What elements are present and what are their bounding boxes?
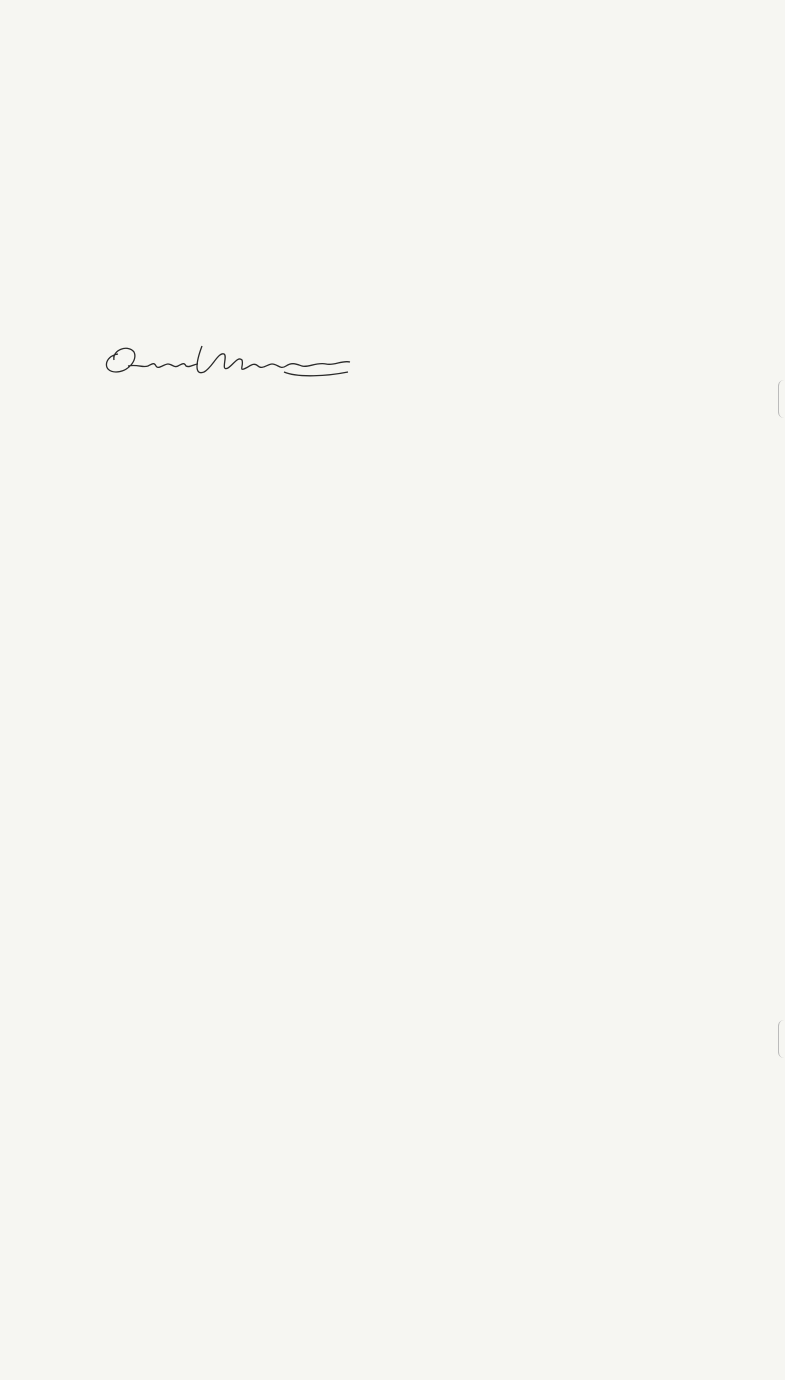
clerk-signature: [98, 342, 358, 384]
page-edge-mark: [778, 1020, 785, 1058]
page-edge-mark: [778, 380, 785, 418]
